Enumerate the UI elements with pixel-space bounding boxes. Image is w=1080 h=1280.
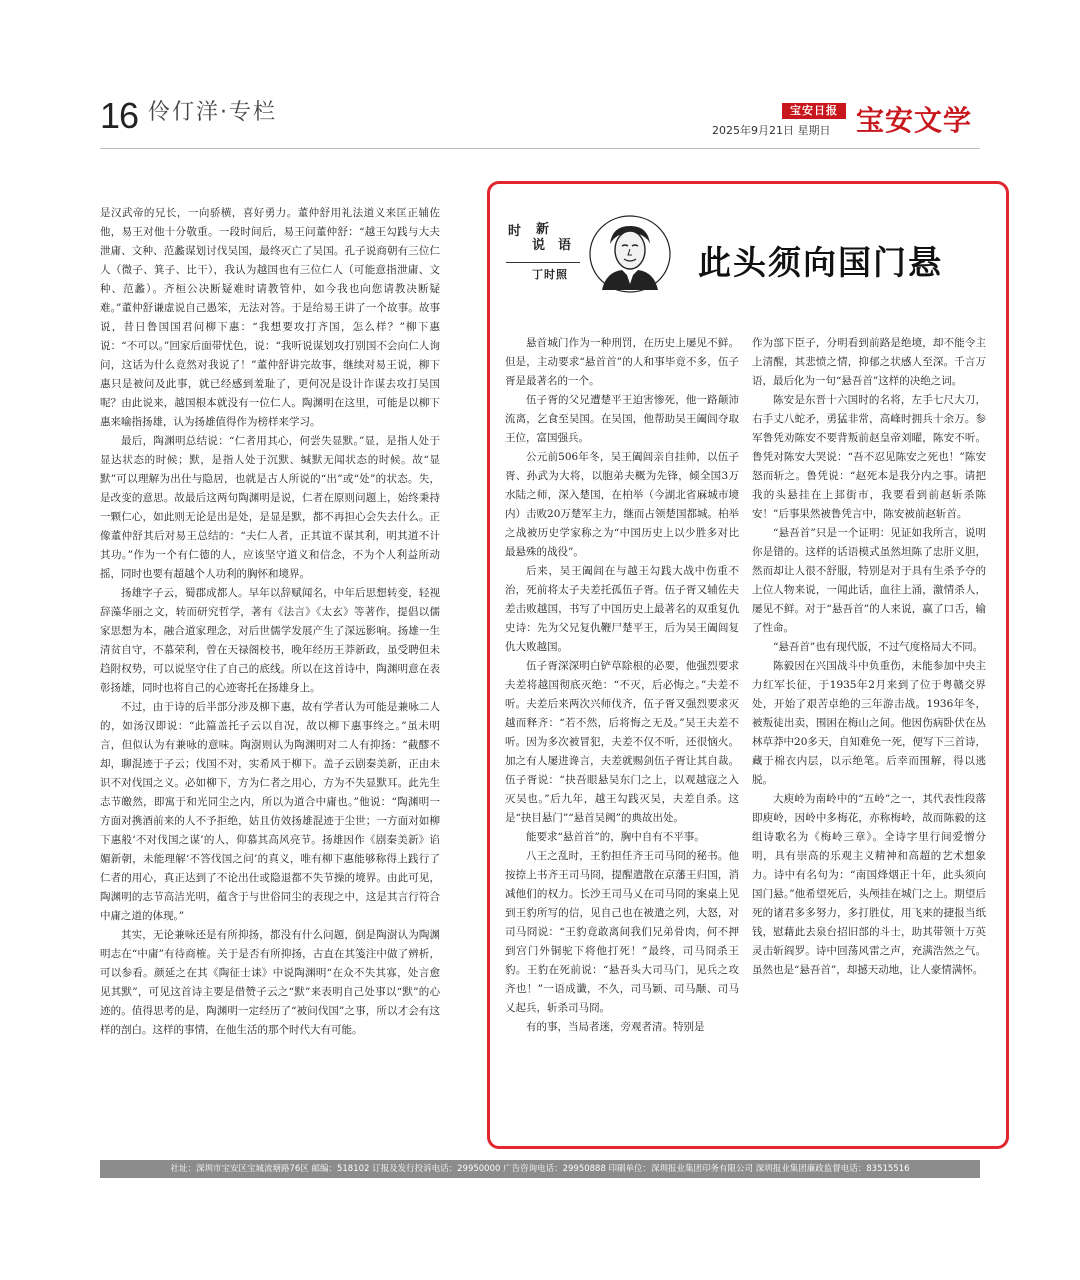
paragraph: 陈毅因在兴国战斗中负重伤，未能参加中央主力红军长征，于1935年2月来到了位于粤赣交界处，开始了艰苦卓绝的三年游击战。1936年冬，被叛徒出卖，围困在梅山之间。他因伤病卧伏在丛林草莽中20多天，自知难免一死，便写下三首诗，藏于棉衣内层，以示绝笔。后幸而围解，得以逃脱。 — [752, 660, 986, 786]
featured-article-column-1 — [505, 334, 739, 1037]
paragraph: 大庾岭为南岭中的“五岭”之一，其代表性段落即庾岭，因岭中多梅花，亦称梅岭，故而陈毅的这组诗歌名为《梅岭三章》。全诗字里行间爱憎分明，具有崇高的乐观主义精神和高超的艺术想象力。诗中有名句为：“南国烽烟正十年，此头须向国门悬。”他希望死后，头颅挂在城门之上。期望后死的诸君多多努力，多打胜仗，用飞来的捷报当纸钱，慰藉此去泉台招旧部的斗士，助其带领十万英灵击斩阎罗。诗中回荡风雷之声，充满浩然之气。虽然也是“悬吾首”，却撼天动地，让人豪情满怀。 — [752, 793, 986, 976]
literature-brand-logo: 宝安文学 — [856, 104, 973, 137]
header-divider — [100, 148, 980, 149]
paragraph: 扬雄字子云，蜀郡成都人。早年以辞赋闻名，中年后思想转变，轻视辞藻华丽之文，转而研究哲学，著有《法言》《太玄》等著作，提倡以儒家思想为本，融合道家理念，对后世儒学发展产生了深远影响。扬雄一生清贫自守，不慕荣利，曾在天禄阁校书，晚年经历王莽新政，虽受聘但未趋附权势，可以说坚守住了自己的底线。所以在这首诗中，陶渊明意在表彰扬雄，同时也将自己的心迹寄托在扬雄身上。 — [100, 587, 440, 694]
paragraph: 陈安是东晋十六国时的名将，左手七尺大刀，右手丈八蛇矛，勇猛非常，高峰时拥兵十余万。参军鲁凭劝陈安不要背叛前赵皇帝刘曜，陈安不听。鲁凭对陈安大哭说：“吾不忍见陈安之死也！”陈安怒而斩之。鲁凭说：“赵死本是我分内之事。请把我的头悬挂在上邽街市，我要看到前赵斩杀陈安！”后事果然被鲁凭言中，陈安被前赵斩首。 — [752, 394, 986, 520]
column-name-char: 说 — [532, 238, 546, 253]
page-number: 16 — [100, 95, 139, 136]
paragraph: “悬吾首”也有现代版，不过气度格局大不同。 — [773, 641, 984, 653]
paragraph: 其实，无论兼咏还是有所抑扬，都没有什么问题，倒是陶澍认为陶渊明志在“中庸”有待商榷。关于是否有所抑扬，古直在其笺注中做了辨析，可以参看。颜延之在其《陶征士诔》中说陶渊明“在众不失其寡，处言愈见其默”，可见这首诗主要是借赞子云之“默”来表明自己处事以“默”的心迹的。值得思考的是，陶渊明一定经历了“被问伐国”之事，所以才会有这样的剖白。这样的事情，在他生活的那个时代大有可能。 — [100, 929, 440, 1036]
article-headline: 此头须向国门悬 — [698, 243, 943, 282]
paragraph: 后来，吴王阖闾在与越王勾践大战中伤重不治，死前将太子夫差托孤伍子胥。伍子胥又辅佐夫差击败越国，书写了中国历史上最著名的双重复仇史诗：先为父兄复仇鞭尸楚平王，后为吴王阖闾复仇大败越国。 — [505, 565, 739, 653]
section-title: 伶仃洋·专栏 — [148, 100, 277, 125]
column-name-char: 新 — [536, 222, 550, 237]
paragraph: 公元前506年冬，吴王阖闾亲自挂帅，以伍子胥、孙武为大将，以胞弟夫概为先锋，倾全国3万水陆之师，深入楚国，在柏举（今湖北省麻城市境内）击败20万楚军主力，继而占领楚国都城。柏举之战被历史学家称之为“中国历史上以少胜多对比最悬殊的战役”。 — [505, 451, 739, 558]
paper-logo: 宝安日报 — [782, 103, 846, 119]
left-article-column — [100, 204, 440, 1040]
paragraph: 能要求“悬首首”的，胸中自有不平事。 — [526, 831, 705, 843]
column-name-char: 语 — [558, 238, 572, 253]
paragraph: 八王之乱时，王豹担任齐王司马冏的秘书。他按捺上书齐王司马冏，提醒遣散在京藩王归国，消减他们的权力。长沙王司马乂在司马冏的案桌上见到王豹所写的信，见自己也在被遣之列，大怒，对司马冏说：“王豹竟敢离间我们兄弟骨肉，何不押到宫门外铜驼下将他打死！”最终，司马冏杀王豹。王豹在死前说：“悬吾头大司马门，见兵之攻齐也！”一语成谶，不久，司马颖、司马颙、司马乂起兵，斩杀司马冏。 — [505, 850, 739, 1014]
paragraph: 有的事，当局者迷，旁观者清。特别是 — [526, 1021, 705, 1033]
author-portrait-icon — [582, 214, 678, 294]
paragraph: 伍子胥的父兄遭楚平王迫害惨死，他一路颠沛流离，乞食至吴国。在吴国，他帮助吴王阖闾夺取王位，富国强兵。 — [505, 394, 739, 444]
column-name-underline — [506, 262, 580, 263]
paragraph: 最后，陶渊明总结说：“仁者用其心，何尝失显默。”显，是指人处于显达状态的时候；默，是指人处于沉默、缄默无闻状态的时候。故“显默”可以理解为出仕与隐居，也就是古人所说的“出”或“处”的状态。失，是改变的意思。故最后这两句陶渊明是说，仁者在原则问题上，始终秉持一颗仁心，如此则无论是出是处，是显是默，都不再担心会失去什么。正像董仲舒其后对易王总结的：“夫仁人者，正其谊不谋其利，明其道不计其功。”作为一个有仁德的人，应该坚守道义和信念，不为个人利益所动摇，同时也要有超越个人功利的胸怀和境界。 — [100, 435, 440, 580]
paragraph: 作为部下臣子，分明看到前路是绝境，却不能令主上清醒，其悲愤之情，抑郁之状感人至深。千言万语，最后化为一句“悬吾首”这样的决绝之词。 — [752, 337, 986, 387]
footer-info-bar: 社址：深圳市宝安区宝城流塘路76区 邮编：518102 订报及发行投诉电话：29950000 广告咨询电话：29950888 印刷单位：深圳报业集团印务有限公司 深圳报业集团廉政监督电话：83515516 — [100, 1160, 980, 1178]
featured-article-column-2 — [752, 334, 986, 980]
paragraph: 悬首城门作为一种刑罚，在历史上屡见不鲜。但是，主动要求“悬首首”的人和事毕竟不多，伍子胥是最著名的一个。 — [505, 337, 739, 387]
paragraph: 不过，由于诗的后半部分涉及柳下惠，故有学者认为可能是兼咏二人的，如汤汉即说：“此篇盖托子云以自况，故以柳下惠事终之。”虽未明言，但似认为有兼咏的意味。陶澍则认为陶渊明对二人有抑扬：“截醪不却，聊混迹于子云；伐国不对，实希风于柳下。盖子云剧秦美新，正由未识不对伐国之义。必如柳下，方为仁者之用心，方为不失显默耳。此先生志节皦然，即寓于和光同尘之内，所以为道合中庸也。”他说：“陶渊明一方面对携酒前来的人不予拒绝，姑且仿效扬雄混迹于尘世；一方面对如柳下惠般‘不对伐国之谋’的人，仰慕其高风亮节。扬雄因作《剧秦美新》谄媚新朝，未能理解‘不答伐国之问’的真义，唯有柳下惠能够称得上践行了仁者的用心，真正达到了不论出仕或隐退都不失节操的境界。由此可见，陶渊明的志节高洁光明，蕴含于与世俗同尘的表现之中，这是其言行符合中庸之道的体现。” — [100, 701, 440, 922]
paragraph: 是汉武帝的兄长，一向骄横，喜好勇力。董仲舒用礼法道义来匡正辅佐他，易王对他十分敬重。一段时间后，易王问董仲舒：“越王勾践与大夫泄庸、文种、范蠡谋划讨伐吴国，最终灭亡了吴国。孔子说商朝有三位仁人（微子、箕子、比干），我认为越国也有三位仁人（可能意指泄庸、文种、范蠡）。齐桓公决断疑难时请教管仲，如今我也向您请教决断疑难。”董仲舒谦虚说自己愚笨，无法对答。于是给易王讲了一个故事。故事说，昔日鲁国国君问柳下惠：“我想要攻打齐国，怎么样？”柳下惠说：“不可以。”回家后面带忧色，说：“我听说谋划攻打别国不会向仁人询问，这话为什么竟然对我说了！”董仲舒讲完故事，继续对易王说，柳下惠只是被问及此事，就已经感到羞耻了，更何况是设计诈谋去攻打吴国呢？由此说来，越国根本就没有一位仁人。陶渊明在这里，可能是以柳下惠来喻指扬雄，认为扬雄值得作为榜样来学习。 — [100, 207, 440, 428]
author-name: 丁时照 — [532, 268, 568, 281]
issue-date: 2025年9月21日 星期日 — [712, 124, 831, 137]
paragraph: “悬吾首”只是一个证明：见证如我所言，说明你是错的。这样的话语模式虽然坦陈了忠肝义胆，然而却让人很不舒服，特别是对于具有生杀予夺的上位人物来说，一闻此话，血往上涌，激情杀人，屡见不鲜。对于“悬吾首”的人来说，赢了口舌，输了性命。 — [752, 527, 986, 634]
paragraph: 伍子胥深深明白铲草除根的必要，他强烈要求夫差将越国彻底灭绝：“不灭，后必悔之。”夫差不听。夫差后来两次兴师伐齐，伍子胥又强烈要求灭越而释齐：“若不然，后将悔之无及。”吴王夫差不听。因为多次被冒犯，夫差不仅不听，还很恼火。加之有人屡进谗言，夫差就赐剑伍子胥让其自裁。伍子胥说：“抉吾眼悬吴东门之上，以观越寇之入灭吴也。”后九年，越王勾践灭吴，夫差自杀。这是“抉目悬门”“悬首吴阙”的典故出处。 — [505, 660, 739, 824]
column-name-char: 时 — [508, 224, 522, 239]
